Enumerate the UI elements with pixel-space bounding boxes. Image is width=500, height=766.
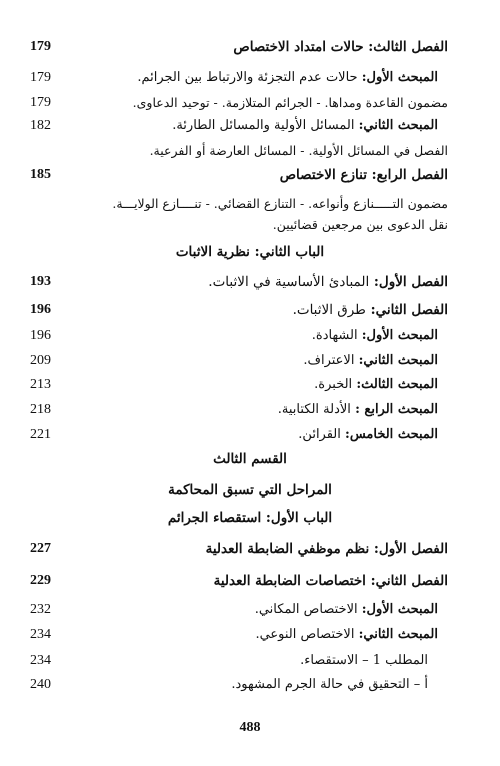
- entry-page: 229: [30, 573, 51, 588]
- entry-text: مضمون القاعدة ومداها. - الجرائم المتلازمة. - توحيد الدعاوى.: [132, 95, 448, 110]
- toc-entry-subsection: [30, 676, 428, 694]
- entry-text: الاختصاص المكاني.: [254, 602, 358, 617]
- entry-text: المبادئ الأساسية في الاثبات.: [208, 274, 370, 290]
- entry-page: 179: [30, 39, 51, 54]
- entry-label: الفصل الأول:: [373, 541, 448, 557]
- entry-page: 234: [30, 653, 51, 668]
- entry-label: المبحث الأول:: [361, 328, 438, 343]
- toc-entry-section: [30, 401, 438, 419]
- entry-label: المبحث الثاني:: [358, 353, 438, 368]
- entry-label: الفصل الرابع:: [371, 167, 448, 183]
- toc-entry-text: [30, 94, 448, 112]
- entry-label: المبحث الثاني:: [358, 627, 438, 642]
- part-heading: القسم الثالث: [213, 451, 287, 467]
- entry-text: حالات عدم التجزئة والارتباط بين الجرائم.: [137, 70, 358, 85]
- entry-page: 196: [30, 302, 51, 317]
- entry-text: نقل الدعوى بين مرجعين قضائيين.: [272, 217, 448, 232]
- toc-entry-section: [30, 117, 438, 135]
- entry-text: الفصل في المسائل الأولية. - المسائل العارضة أو الفرعية.: [149, 143, 448, 158]
- page-number: 488: [239, 720, 261, 735]
- toc-entry-chapter: [30, 301, 448, 319]
- entry-text: نظم موظفي الضابطة العدلية: [205, 541, 370, 557]
- toc-entry-section: [30, 601, 438, 619]
- entry-page: 240: [30, 677, 51, 692]
- toc-entry-section: [30, 426, 438, 444]
- entry-label: الفصل الثاني:: [370, 302, 448, 318]
- entry-text: المسائل الأولية والمسائل الطارئة.: [172, 118, 355, 133]
- entry-text: طرق الاثبات.: [292, 302, 366, 318]
- part-heading: الباب الثاني: نظرية الاثبات: [175, 244, 325, 260]
- entry-text: حالات امتداد الاختصاص: [233, 39, 364, 55]
- entry-page: 185: [30, 167, 51, 182]
- toc-entry-chapter: [30, 273, 448, 291]
- toc-entry-chapter: [30, 166, 448, 184]
- entry-label: المبحث الرابع :: [355, 402, 438, 417]
- part-heading: المراحل التي تسبق المحاكمة: [168, 482, 332, 498]
- entry-page: 218: [30, 402, 51, 417]
- entry-page: 221: [30, 427, 51, 442]
- entry-page: 193: [30, 274, 51, 289]
- entry-text: أ – التحقيق في حالة الجرم المشهود.: [231, 677, 428, 692]
- toc-entry-section: [30, 352, 438, 370]
- toc-entry-chapter: [30, 572, 448, 590]
- entry-text: اختصاصات الضابطة العدلية: [213, 573, 366, 589]
- entry-text: الاعتراف.: [303, 353, 355, 368]
- entry-page: 209: [30, 353, 51, 368]
- entry-label: المبحث الثالث:: [356, 377, 438, 392]
- part-heading: الباب الأول: استقصاء الجرائم: [167, 510, 333, 526]
- entry-page: 232: [30, 602, 51, 617]
- toc-entry-section: [30, 626, 438, 644]
- toc-entry-section: [30, 327, 438, 345]
- entry-page: 234: [30, 627, 51, 642]
- entry-text: الشهادة.: [311, 328, 358, 343]
- entry-page: 182: [30, 118, 51, 133]
- entry-page: 213: [30, 377, 51, 392]
- toc-entry-section: [30, 69, 438, 87]
- entry-text: المطلب 1 – الاستقصاء.: [300, 653, 428, 668]
- toc-entry-subsection: [30, 652, 428, 670]
- toc-entry-chapter: [30, 38, 448, 56]
- entry-label: الفصل الثالث:: [368, 39, 448, 55]
- entry-label: الفصل الثاني:: [370, 573, 448, 589]
- entry-text: القرائن.: [298, 427, 341, 442]
- entry-page: 179: [30, 70, 51, 85]
- toc-entry-text: [30, 216, 448, 234]
- toc-entry-chapter: [30, 540, 448, 558]
- entry-page: 179: [30, 95, 51, 110]
- entry-page: 196: [30, 328, 51, 343]
- entry-label: الفصل الأول:: [373, 274, 448, 290]
- entry-text: مضمون التـــــنازع وأنواعه. - التنازع القضائي. - تنــــازع الولايـــة.: [112, 196, 448, 211]
- toc-entry-text: [30, 195, 448, 213]
- toc-entry-text: [30, 142, 448, 160]
- entry-text: الأدلة الكتابية.: [277, 402, 351, 417]
- entry-label: المبحث الخامس:: [345, 427, 438, 442]
- entry-label: المبحث الأول:: [361, 602, 438, 617]
- entry-text: تنازع الاختصاص: [279, 167, 367, 183]
- entry-label: المبحث الثاني:: [358, 118, 438, 133]
- entry-page: 227: [30, 541, 51, 556]
- entry-label: المبحث الأول:: [361, 70, 438, 85]
- toc-entry-section: [30, 376, 438, 394]
- entry-text: الاختصاص النوعي.: [255, 627, 355, 642]
- entry-text: الخبرة.: [314, 377, 353, 392]
